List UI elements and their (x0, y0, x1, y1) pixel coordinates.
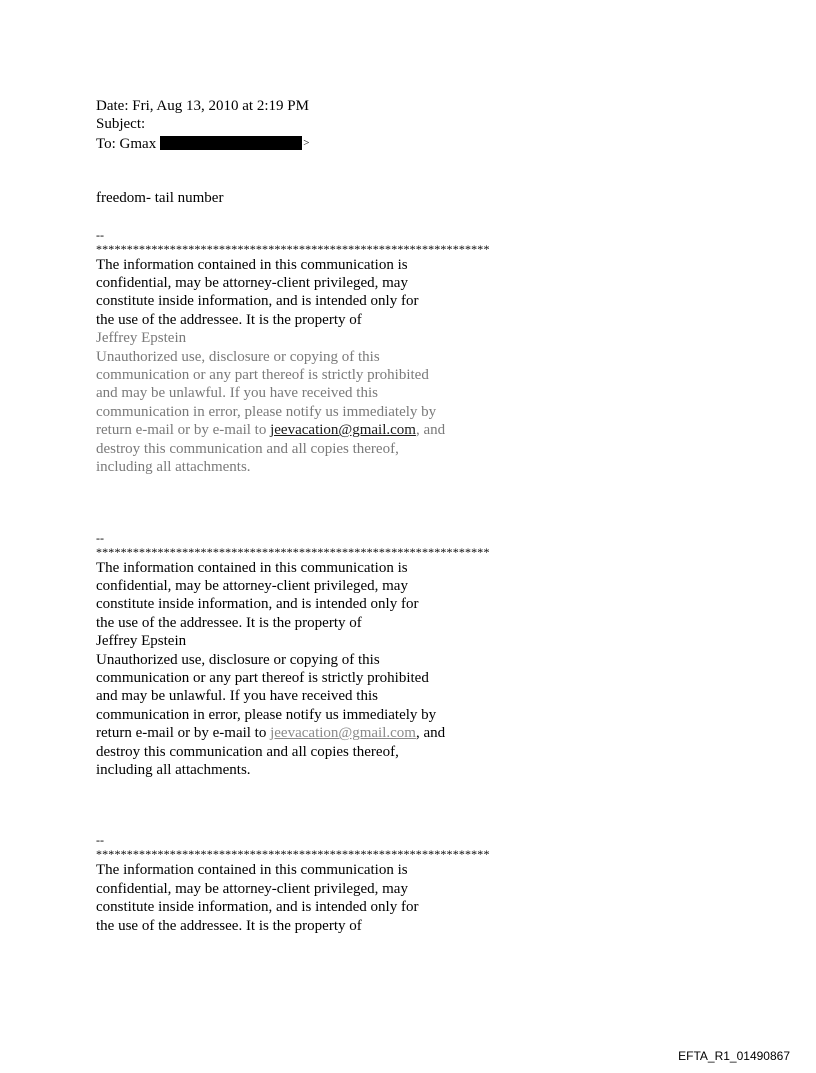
signature-line: the use of the addressee. It is the property of (96, 614, 362, 631)
signature-line: Unauthorized use, disclosure or copying of this (96, 348, 380, 365)
email-link[interactable]: jeevacation@gmail.com (270, 725, 416, 742)
signature-line: The information contained in this communication is (96, 862, 408, 879)
signature-dash: -- (96, 833, 104, 848)
signature-line: constitute inside information, and is intended only for (96, 293, 419, 310)
signature-line: and may be unlawful. If you have received this (96, 385, 378, 402)
signature-line: Unauthorized use, disclosure or copying of this (96, 651, 380, 668)
signature-line: Jeffrey Epstein (96, 633, 187, 650)
email-to-label: To: Gmax (96, 135, 157, 152)
email-link[interactable]: jeevacation@gmail.com (270, 422, 416, 439)
signature-block-1 (96, 228, 736, 477)
signature-line: Jeffrey Epstein (96, 330, 187, 347)
signature-line: communication in error, please notify us immediately by (96, 403, 437, 420)
signature-stars: **************************************************************** (96, 241, 490, 256)
signature-line (96, 421, 736, 439)
signature-line-pre: return e-mail or by e-mail to (96, 422, 271, 439)
signature-line: The information contained in this communication is (96, 256, 408, 273)
signature-line-pre: return e-mail or by e-mail to (96, 725, 271, 742)
bates-number: EFTA_R1_01490867 (678, 1049, 790, 1063)
signature-stars: **************************************************************** (96, 544, 490, 559)
email-subject: Subject: (96, 116, 146, 133)
email-to-end: > (303, 136, 310, 149)
redaction-box (160, 136, 302, 150)
signature-block-2 (96, 531, 736, 780)
signature-stars: **************************************************************** (96, 847, 490, 862)
signature-line: communication in error, please notify us immediately by (96, 706, 437, 723)
signature-dash: -- (96, 530, 104, 545)
signature-line: The information contained in this communication is (96, 559, 408, 576)
signature-line (96, 724, 736, 742)
signature-line: confidential, may be attorney-client privileged, may (96, 577, 408, 594)
signature-line: the use of the addressee. It is the property of (96, 311, 362, 328)
signature-line: confidential, may be attorney-client privileged, may (96, 275, 408, 292)
signature-line: constitute inside information, and is intended only for (96, 596, 419, 613)
signature-line: destroy this communication and all copies thereof, (96, 743, 399, 760)
email-date: Date: Fri, Aug 13, 2010 at 2:19 PM (96, 98, 309, 114)
signature-line: confidential, may be attorney-client privileged, may (96, 880, 408, 897)
signature-line: communication or any part thereof is strictly prohibited (96, 367, 429, 384)
email-document (96, 97, 736, 935)
signature-line: including all attachments. (96, 761, 251, 778)
signature-line: the use of the addressee. It is the property of (96, 917, 362, 934)
signature-line-post: , and (415, 725, 446, 742)
signature-line: including all attachments. (96, 459, 251, 476)
signature-line-post: , and (415, 422, 446, 439)
signature-line: destroy this communication and all copies thereof, (96, 440, 399, 457)
signature-line: and may be unlawful. If you have received this (96, 688, 378, 705)
email-to (96, 134, 736, 153)
email-body-text: freedom- tail number (96, 190, 224, 207)
signature-line: constitute inside information, and is intended only for (96, 899, 419, 916)
signature-dash: -- (96, 227, 104, 242)
signature-line: communication or any part thereof is strictly prohibited (96, 669, 429, 686)
signature-block-3 (96, 833, 736, 935)
